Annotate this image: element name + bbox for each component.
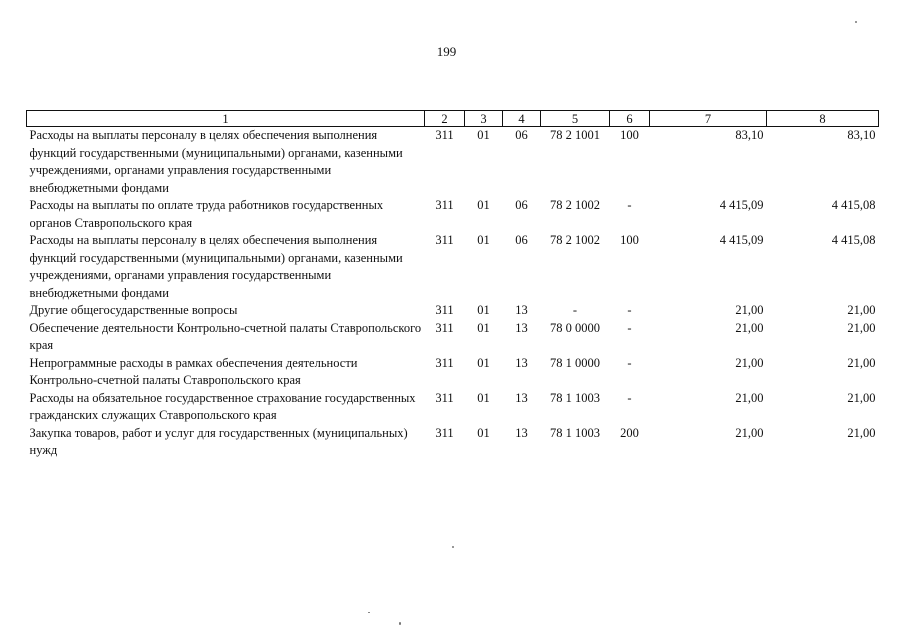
cell-c7: 21,00 — [735, 425, 764, 440]
cell-c8: 21,00 — [847, 425, 876, 440]
cell-c5: 78 2 1002 — [550, 233, 600, 247]
table-row — [27, 320, 879, 355]
column-header-3: 3 — [465, 111, 503, 127]
cell-c2: 311 — [435, 233, 454, 247]
cell-c6: - — [627, 390, 632, 405]
cell-c8: 21,00 — [847, 320, 876, 335]
row-name: Непрограммные расходы в рамках обеспечения деятельности Контрольно-счетной палаты Ставропольского края — [29, 355, 358, 387]
cell-c2: 311 — [435, 355, 454, 370]
cell-c7: 4 415,09 — [719, 233, 764, 247]
cell-c3: 01 — [477, 128, 490, 142]
cell-c4: 13 — [515, 355, 528, 370]
cell-c8: 83,10 — [847, 128, 876, 142]
column-header-7: 7 — [650, 111, 767, 127]
scan-speck — [855, 21, 857, 23]
row-name: Расходы на выплаты по оплате труда работников государственных органов Ставропольского края — [29, 198, 384, 230]
cell-c7: 21,00 — [735, 320, 764, 335]
cell-c7: 4 415,09 — [719, 198, 764, 212]
cell-c7: 21,00 — [735, 355, 764, 370]
cell-c4: 13 — [515, 303, 528, 317]
cell-c2: 311 — [435, 425, 454, 440]
cell-c3: 01 — [477, 303, 490, 317]
cell-c5: 78 2 1002 — [550, 198, 600, 212]
cell-c6: 100 — [620, 128, 639, 142]
cell-c2: 311 — [435, 320, 454, 335]
column-header-4: 4 — [503, 111, 541, 127]
cell-c5: 78 1 0000 — [550, 355, 600, 370]
cell-c3: 01 — [477, 425, 490, 440]
cell-c8: 21,00 — [847, 355, 876, 370]
cell-c2: 311 — [435, 128, 454, 142]
scan-speck — [368, 612, 370, 613]
column-header-2: 2 — [425, 111, 465, 127]
cell-c2: 311 — [435, 303, 454, 317]
row-name: Обеспечение деятельности Контрольно-счетной палаты Ставропольского края — [29, 320, 422, 352]
cell-c8: 21,00 — [847, 390, 876, 405]
table-row — [27, 355, 879, 390]
cell-c6: 100 — [620, 233, 639, 247]
budget-table — [26, 110, 879, 460]
cell-c7: 21,00 — [735, 390, 764, 405]
cell-c4: 13 — [515, 320, 528, 335]
table-row — [27, 232, 879, 302]
cell-c5: 78 0 0000 — [550, 320, 600, 335]
row-name: Другие общегосударственные вопросы — [29, 303, 238, 317]
cell-c3: 01 — [477, 233, 490, 247]
cell-c4: 13 — [515, 425, 528, 440]
row-name: Расходы на выплаты персоналу в целях обеспечения выполнения функций государственными (муниципальными) органами, казенными учреждениями, органами управления государственными внебюджетными фондами — [29, 128, 403, 195]
page-number: 199 — [436, 44, 457, 59]
cell-c8: 4 415,08 — [831, 198, 876, 212]
table-header — [27, 111, 879, 127]
cell-c8: 21,00 — [847, 303, 876, 317]
cell-c6: - — [627, 320, 632, 335]
column-header-6: 6 — [610, 111, 650, 127]
scan-speck — [399, 622, 401, 625]
cell-c4: 06 — [515, 198, 528, 212]
cell-c2: 311 — [435, 198, 454, 212]
table-row — [27, 425, 879, 460]
row-name: Расходы на обязательное государственное страхование государственных гражданских служащих Ставропольского края — [29, 390, 416, 422]
column-header-5: 5 — [541, 111, 610, 127]
table-row — [27, 197, 879, 232]
cell-c5: 78 2 1001 — [550, 128, 600, 142]
cell-c5: - — [572, 303, 578, 317]
cell-c6: - — [627, 198, 632, 212]
cell-c5: 78 1 1003 — [550, 390, 600, 405]
cell-c7: 83,10 — [735, 128, 764, 142]
row-name: Расходы на выплаты персоналу в целях обеспечения выполнения функций государственными (муниципальными) органами, казенными учреждениями, органами управления государственными внебюджетными фондами — [29, 233, 403, 300]
cell-c3: 01 — [477, 355, 490, 370]
cell-c3: 01 — [477, 198, 490, 212]
cell-c5: 78 1 1003 — [550, 425, 600, 440]
table-row — [27, 390, 879, 425]
column-header-8: 8 — [767, 111, 879, 127]
cell-c6: 200 — [620, 425, 639, 440]
cell-c8: 4 415,08 — [831, 233, 876, 247]
row-name: Закупка товаров, работ и услуг для государственных (муниципальных) нужд — [29, 425, 408, 457]
cell-c6: - — [627, 303, 632, 317]
cell-c4: 06 — [515, 128, 528, 142]
cell-c4: 06 — [515, 233, 528, 247]
table-row — [27, 127, 879, 198]
cell-c4: 13 — [515, 390, 528, 405]
cell-c3: 01 — [477, 390, 490, 405]
cell-c6: - — [627, 355, 632, 370]
cell-c3: 01 — [477, 320, 490, 335]
table-row — [27, 302, 879, 320]
cell-c7: 21,00 — [735, 303, 764, 317]
scan-speck — [452, 546, 454, 548]
cell-c2: 311 — [435, 390, 454, 405]
column-header-1: 1 — [27, 111, 425, 127]
